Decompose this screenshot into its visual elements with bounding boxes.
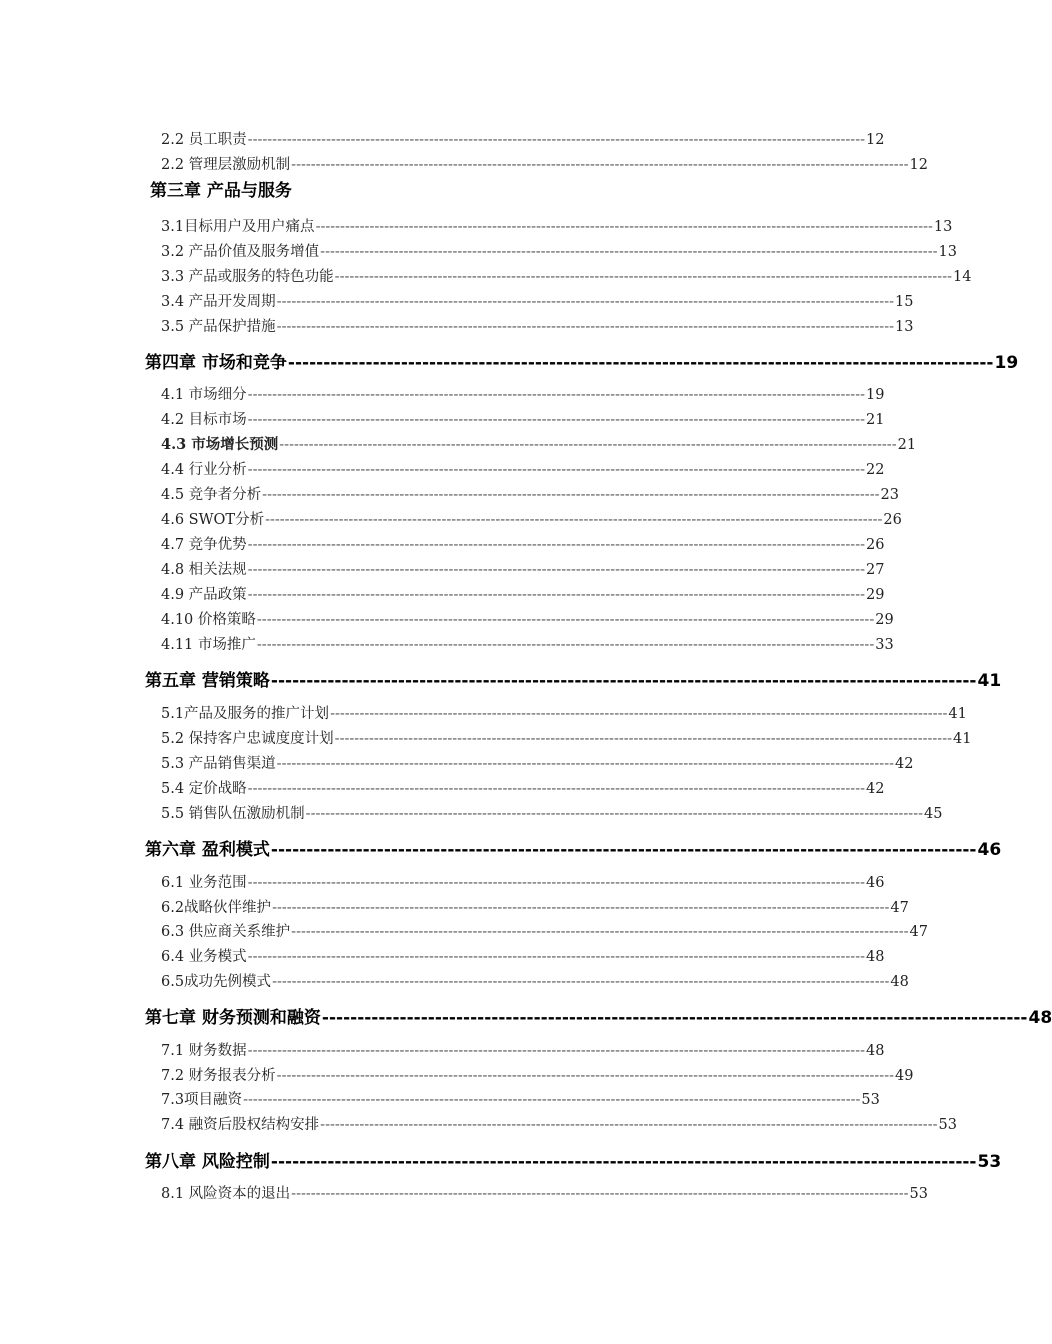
dot-leader: ------------------------------------------------------------------------------------------------------------------------------ [247, 537, 865, 553]
chapter-heading[interactable] [145, 348, 1019, 373]
dot-leader: ------------------------------------------------------------------------------------------------------------------------------ [315, 219, 933, 235]
dot-leader: ------------------------------------------------------------------------------------------------------------------------------ [247, 412, 865, 428]
page-number: 42 [866, 781, 885, 797]
entry-label: 2.2 员工职责 [161, 132, 247, 148]
chapter-label: 第八章 风险控制 [145, 1152, 270, 1172]
page-number: 27 [866, 562, 885, 578]
toc-entry[interactable] [161, 702, 967, 723]
page-number: 42 [895, 756, 914, 772]
entry-label: 4.3 市场增长预测 [161, 436, 279, 453]
toc-entry[interactable] [161, 508, 902, 529]
toc-entry[interactable] [161, 1182, 928, 1203]
toc-entry[interactable] [161, 215, 953, 236]
toc-entry[interactable] [161, 315, 914, 336]
page-number: 29 [866, 587, 885, 603]
entry-label: 4.2 目标市场 [161, 412, 247, 428]
dot-leader: ------------------------------------------------------------------------------------------------------------------------------ [262, 487, 880, 503]
dot-leader: ------------------------------------------------------------------------------------------------------------------------------ [279, 437, 897, 453]
page-number: 53 [938, 1117, 957, 1133]
entry-label: 3.1目标用户及用户痛点 [161, 219, 315, 235]
page-number: 49 [895, 1068, 914, 1084]
entry-label: 4.10 价格策略 [161, 612, 256, 628]
entry-label: 3.2 产品价值及服务增值 [161, 244, 320, 260]
dot-leader: ------------------------------------------------------------------------------------------------------------------------------ [265, 512, 883, 528]
dash-leader: ---------------------------------------------------------------------------------------------------- [287, 353, 994, 373]
page-number: 41 [948, 706, 967, 722]
page-number: 29 [875, 612, 894, 628]
entry-label: 7.3项目融资 [161, 1092, 243, 1108]
entry-label: 5.1产品及服务的推广计划 [161, 706, 330, 722]
dot-leader: ------------------------------------------------------------------------------------------------------------------------------ [247, 1043, 865, 1059]
page-number: 19 [866, 387, 885, 403]
entry-label: 6.1 业务范围 [161, 875, 247, 891]
toc-entry[interactable] [161, 752, 914, 773]
dot-leader: ------------------------------------------------------------------------------------------------------------------------------ [334, 269, 952, 285]
dot-leader: ------------------------------------------------------------------------------------------------------------------------------ [276, 319, 894, 335]
page-number: 53 [861, 1092, 880, 1108]
toc-entry[interactable] [161, 483, 899, 504]
chapter-label: 第七章 财务预测和融资 [145, 1008, 321, 1028]
entry-label: 6.5成功先例模式 [161, 974, 272, 990]
page-number: 12 [909, 157, 928, 173]
toc-entry[interactable] [161, 633, 894, 654]
toc-entry[interactable] [161, 433, 917, 454]
page-number: 15 [895, 294, 914, 310]
page-number: 53 [909, 1186, 928, 1202]
page-number: 48 [866, 949, 885, 965]
toc-entry[interactable] [161, 871, 885, 892]
entry-label: 8.1 风险资本的退出 [161, 1186, 291, 1202]
dash-leader: ---------------------------------------------------------------------------------------------------- [270, 840, 977, 860]
page-number: 41 [977, 671, 1002, 691]
page-number: 12 [866, 132, 885, 148]
dot-leader: ------------------------------------------------------------------------------------------------------------------------------ [247, 387, 865, 403]
dot-leader: ------------------------------------------------------------------------------------------------------------------------------ [272, 900, 890, 916]
page-number: 41 [953, 731, 972, 747]
dot-leader: ------------------------------------------------------------------------------------------------------------------------------ [247, 562, 865, 578]
entry-label: 6.3 供应商关系维护 [161, 924, 291, 940]
chapter-heading[interactable] [150, 176, 292, 201]
entry-label: 4.6 SWOT分析 [161, 512, 265, 528]
toc-entry[interactable] [161, 128, 885, 149]
page-number: 13 [938, 244, 957, 260]
chapter-heading[interactable] [145, 1147, 1002, 1172]
toc-entry[interactable] [161, 777, 885, 798]
toc-entry[interactable] [161, 1039, 885, 1060]
entry-label: 5.5 销售队伍激励机制 [161, 806, 305, 822]
toc-entry[interactable] [161, 945, 885, 966]
entry-label: 4.4 行业分析 [161, 462, 247, 478]
entry-label: 7.1 财务数据 [161, 1043, 247, 1059]
dot-leader: ------------------------------------------------------------------------------------------------------------------------------ [247, 949, 865, 965]
dot-leader: ------------------------------------------------------------------------------------------------------------------------------ [256, 612, 875, 628]
chapter-heading[interactable] [145, 835, 1002, 860]
dot-leader: ------------------------------------------------------------------------------------------------------------------------------ [247, 875, 865, 891]
toc-entry[interactable] [161, 1113, 957, 1134]
entry-label: 4.9 产品政策 [161, 587, 247, 603]
toc-entry[interactable] [161, 408, 885, 429]
entry-label: 6.4 业务模式 [161, 949, 247, 965]
toc-entry[interactable] [161, 290, 914, 311]
page-number: 45 [924, 806, 943, 822]
page-number: 46 [866, 875, 885, 891]
entry-label: 4.7 竞争优势 [161, 537, 247, 553]
page-number: 48 [866, 1043, 885, 1059]
chapter-heading[interactable] [145, 1003, 1052, 1028]
toc-entry[interactable] [161, 1064, 914, 1085]
page-number: 33 [875, 637, 894, 653]
entry-label: 7.2 财务报表分析 [161, 1068, 276, 1084]
entry-label: 5.4 定价战略 [161, 781, 247, 797]
chapter-label: 第五章 营销策略 [145, 671, 270, 691]
entry-label: 3.4 产品开发周期 [161, 294, 276, 310]
toc-entry[interactable] [161, 383, 885, 404]
dash-leader: ---------------------------------------------------------------------------------------------------- [270, 1152, 977, 1172]
dot-leader: ------------------------------------------------------------------------------------------------------------------------------ [276, 294, 894, 310]
dot-leader: ------------------------------------------------------------------------------------------------------------------------------ [247, 781, 865, 797]
dot-leader: ------------------------------------------------------------------------------------------------------------------------------ [320, 1117, 938, 1133]
dot-leader: ------------------------------------------------------------------------------------------------------------------------------ [320, 244, 938, 260]
chapter-label: 第六章 盈利模式 [145, 840, 270, 860]
toc-entry[interactable] [161, 608, 894, 629]
toc-entry[interactable] [161, 920, 928, 941]
toc-entry[interactable] [161, 802, 943, 823]
page-number: 48 [890, 974, 909, 990]
chapter-label: 第四章 市场和竞争 [145, 353, 287, 373]
page-number: 14 [953, 269, 972, 285]
toc-entry[interactable] [161, 727, 972, 748]
page-number: 13 [933, 219, 953, 235]
dot-leader: ------------------------------------------------------------------------------------------------------------------------------ [330, 706, 948, 722]
toc-entry[interactable] [161, 583, 885, 604]
dash-leader: ---------------------------------------------------------------------------------------------------- [321, 1008, 1028, 1028]
page-number: 19 [994, 353, 1019, 373]
toc-entry[interactable] [161, 458, 885, 479]
toc-entry[interactable] [161, 970, 909, 991]
page-number: 46 [977, 840, 1002, 860]
toc-entry[interactable] [161, 533, 885, 554]
page-number: 13 [895, 319, 914, 335]
page-number: 23 [880, 487, 899, 503]
page-number: 21 [866, 412, 885, 428]
entry-label: 6.2战略伙伴维护 [161, 900, 272, 916]
dot-leader: ------------------------------------------------------------------------------------------------------------------------------ [256, 637, 875, 653]
dash-leader: ---------------------------------------------------------------------------------------------------- [270, 671, 977, 691]
toc-entry[interactable] [161, 153, 928, 174]
dot-leader: ------------------------------------------------------------------------------------------------------------------------------ [334, 731, 952, 747]
entry-label: 5.3 产品销售渠道 [161, 756, 276, 772]
entry-label: 4.1 市场细分 [161, 387, 247, 403]
dot-leader: ------------------------------------------------------------------------------------------------------------------------------ [291, 157, 909, 173]
page-number: 22 [866, 462, 885, 478]
page-number: 53 [977, 1152, 1002, 1172]
dot-leader: ------------------------------------------------------------------------------------------------------------------------------ [247, 462, 865, 478]
page-number: 48 [1028, 1008, 1052, 1028]
entry-label: 2.2 管理层激励机制 [161, 157, 291, 173]
toc-entry[interactable] [161, 558, 885, 579]
chapter-heading[interactable] [145, 666, 1002, 691]
dot-leader: ------------------------------------------------------------------------------------------------------------------------------ [272, 974, 890, 990]
entry-label: 4.8 相关法规 [161, 562, 247, 578]
page-number: 47 [890, 900, 909, 916]
toc-entry[interactable] [161, 265, 972, 286]
page-number: 47 [909, 924, 928, 940]
toc-entry[interactable] [161, 1088, 880, 1109]
entry-label: 3.5 产品保护措施 [161, 319, 276, 335]
dot-leader: ------------------------------------------------------------------------------------------------------------------------------ [305, 806, 923, 822]
entry-label: 3.3 产品或服务的特色功能 [161, 269, 334, 285]
dot-leader: ------------------------------------------------------------------------------------------------------------------------------ [276, 1068, 894, 1084]
dot-leader: ------------------------------------------------------------------------------------------------------------------------------ [247, 587, 865, 603]
page-number: 26 [883, 512, 902, 528]
entry-label: 4.11 市场推广 [161, 637, 256, 653]
dot-leader: ------------------------------------------------------------------------------------------------------------------------------ [276, 756, 894, 772]
dot-leader: ------------------------------------------------------------------------------------------------------------------------------ [291, 1186, 909, 1202]
chapter-label: 第三章 产品与服务 [150, 181, 292, 201]
page-number: 26 [866, 537, 885, 553]
entry-label: 7.4 融资后股权结构安排 [161, 1117, 320, 1133]
page-number: 21 [897, 437, 917, 453]
entry-label: 4.5 竞争者分析 [161, 487, 262, 503]
toc-entry[interactable] [161, 896, 909, 917]
dot-leader: ------------------------------------------------------------------------------------------------------------------------------ [291, 924, 909, 940]
dot-leader: ------------------------------------------------------------------------------------------------------------------------------ [243, 1092, 861, 1108]
dot-leader: ------------------------------------------------------------------------------------------------------------------------------ [247, 132, 865, 148]
toc-entry[interactable] [161, 240, 957, 261]
entry-label: 5.2 保持客户忠诚度度计划 [161, 731, 334, 747]
